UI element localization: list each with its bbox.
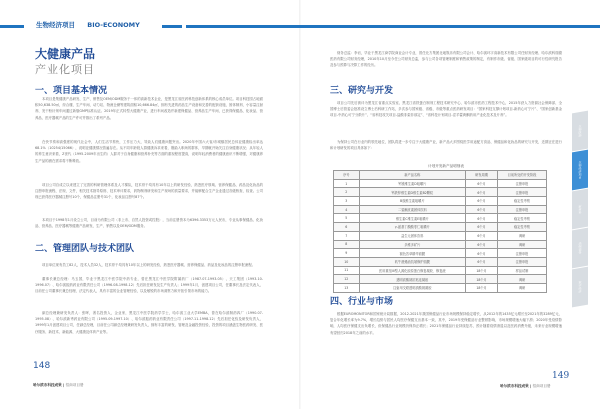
table-cell: γ-氨基丁酸酸枣仁咀嚼片 <box>359 223 466 232</box>
table-cell: 6个月 <box>466 205 498 214</box>
paragraph: 根据EUROMONITOR和国家统计局数据，2012-2021年我国保健品行业市场规模保持稳定增长，从2012年的1435亿元增长至2021年的3289亿元，复合年化增长率为9.7%，增长趋势与居民人均医疗保健支出基本一致，其中，2019年受保健品行业整顿影响，市场规模增速大幅下滑；2020年受疫情影响，人均医疗保健支出负增长，但保健品行业规模仍保持正增长；2021年保健品行业持续复苏，预计随着疫情消退以及医药消费升级，未来行业规模增速有望回归2018年之前的水平。 <box>330 312 562 335</box>
header-label-cn: 生物经济项目 <box>36 21 75 29</box>
table-cell: 4 <box>334 205 360 214</box>
table-caption: 计划开发新产品明细表 <box>428 164 464 168</box>
table-cell: 6 <box>334 223 360 232</box>
table-row <box>334 257 547 266</box>
table-cell: 多维多矿片 <box>359 240 466 249</box>
table-cell: 软牛酒蜡油抗皱修护面膜 <box>359 257 466 266</box>
side-tab[interactable] <box>572 189 588 230</box>
table-row <box>334 231 547 240</box>
table-cell: 益生元固体饮料 <box>359 231 466 240</box>
side-tabs <box>572 111 588 314</box>
table-cell: 钙铁锌维生素D维生素B2颗粒 <box>359 188 466 197</box>
side-tab-label: 高端装备 <box>578 241 582 255</box>
table-cell: 注册申报 <box>498 179 547 188</box>
header-label <box>36 20 150 29</box>
table-cell: 5 <box>334 214 360 223</box>
page-number: 149 <box>552 371 570 381</box>
table-cell: 注册申报 <box>498 257 547 266</box>
table-cell: 透明质酸钠抗粘连凝胶 <box>359 275 466 284</box>
table-row <box>334 205 547 214</box>
table-cell: 6个月 <box>466 188 498 197</box>
table-row <box>334 283 547 292</box>
table-cell: 9 <box>334 249 360 258</box>
table-cell: 6个月 <box>466 179 498 188</box>
table-cell: 稳定性考察 <box>498 197 547 206</box>
table-cell: 调研 <box>498 275 547 284</box>
footer-sub: 招商项目册 <box>65 383 84 387</box>
table-row <box>334 214 547 223</box>
paragraph: 项目公司先后被评为黑龙江省重点实验室、黑龙江省铁蛋白制剂工程技术研究中心、哈尔滨市医药工程技术中心，2015年获人力资源社会保障部、全国博士后管委会批准设立博士后科研工作站，多次参与国家级、省级、市级等重点医药研发项目：“国家科技支撑计划项目-新药心可宁片”、“国家创新基金项目-中药心可宁分散片”、“省科技攻关项目-盐酸非索非那定”、“省科技计划项目-淫羊藿黄酮药用产业化技术及片剂”。 <box>330 101 562 118</box>
table-row <box>334 275 547 284</box>
paragraph: 为保持公司在行业内的领先地位，团队将进一步专注于大健康产业，新产品大多围绕医学用途配方食品、保健品和化妆品的研究与开发，近期正在进行和计划研发的项目具体如下： <box>330 140 562 151</box>
table-cell: 18个月 <box>466 275 498 284</box>
paragraph: 本项目是集健康产品研发、生产、销售及OEM/ODM服务于一体的高新技术企业，是黑龙江省医药科技创新体系的核心成员单位。项目科技园占地面积50,638.50㎡，综合楼、生产车间、动力站、物流仓储等建筑面积10,666.84㎡，拥有先进的药品生产设备和完善的配套设施，固体制剂、小容量注射剂、发干粉针剂车间通过新版GMP标准认证。2019年正式转型大健康产业，进行车间改造并新建保健品、营养品生产车间，已获得保健品、化妆品、营养品、医疗器械产品的生产许可并推出了系列产品。 <box>35 97 263 120</box>
table-row <box>334 223 547 232</box>
table-cell: 调研 <box>498 231 547 240</box>
side-tab[interactable] <box>572 228 588 269</box>
table-cell: 13 <box>334 283 360 292</box>
header-bar <box>0 25 24 28</box>
side-tab[interactable] <box>572 150 588 191</box>
side-tab-label: 新材料 <box>578 204 582 214</box>
table-cell: 18个月 <box>466 283 498 292</box>
side-tab-label: 生物医药 <box>578 124 582 138</box>
footer-name: 哈尔滨市科技成果 <box>33 383 62 387</box>
table-cell: 注册申报 <box>498 205 547 214</box>
page-subtitle: 产业化项目 <box>35 63 95 76</box>
table-row <box>334 179 547 188</box>
table-cell: 6个月 <box>466 231 498 240</box>
table-cell: 8 <box>334 240 360 249</box>
footer-sub: 招商项目册 <box>532 384 551 388</box>
table-row <box>334 249 547 258</box>
table-cell: 注册申报 <box>498 188 547 197</box>
table-cell: 注射用交联透明质酸钠凝胶 <box>359 283 466 292</box>
table-cell: 6个月 <box>466 257 498 266</box>
table-row <box>334 197 547 206</box>
table-cell: 2 <box>334 188 360 197</box>
header-bar <box>186 25 600 28</box>
page-fold <box>299 0 301 409</box>
table-cell: 调研 <box>498 283 547 292</box>
table-header-row <box>334 171 547 180</box>
table-row <box>334 240 547 249</box>
table-cell: 7 <box>334 231 360 240</box>
section-heading: 三、研究与开发 <box>330 86 394 96</box>
page-title: 大健康产品 <box>35 47 96 61</box>
header-label-en: BIO-ECONOMY <box>87 21 140 29</box>
header-bar <box>162 25 182 28</box>
paragraph: 董事长兼总经理：马玉国，毕业于黑龙江中医学院中药专业，曾在黑龙江中医学院附属药厂（1987.07-1993.05）、天工集团（1993.10-1996.07）、哈尔滨振药药业有限责任公司（1996.08-1998.12）先后担任研发及生产负责人；1999年1月，创建项目公司，任董事长及法定代表人，目前任公司董事长兼总经理、法定代表人，具有丰富的企业管理经验，以及敏锐的市场洞察力和开拓引领市场的能力。 <box>35 277 263 294</box>
side-tab[interactable] <box>572 267 588 308</box>
side-tab-label: 生物经济项目 <box>578 160 582 180</box>
section-heading: 四、行业与市场 <box>330 297 394 307</box>
table-cell: 18个月 <box>466 266 498 275</box>
page-footer: 哈尔滨市科技成果 | 招商项目册 <box>500 384 551 388</box>
table-cell: 调研 <box>498 240 547 249</box>
table-cell: 褪色苦草精华面膜 <box>359 249 466 258</box>
table-cell: 样品试制 <box>498 266 547 275</box>
table-cell: 6个月 <box>466 214 498 223</box>
table-cell: 医用重组III型人源化胶原蛋白修复凝胶、修复液 <box>359 266 466 275</box>
table-cell: 二氢槲皮素固体饮料 <box>359 205 466 214</box>
table-row <box>334 266 547 275</box>
table-cell: 10 <box>334 257 360 266</box>
table-row <box>334 188 547 197</box>
table-cell: 稳定性考察 <box>498 223 547 232</box>
column-header: 新产品名称 <box>359 171 466 180</box>
side-tab[interactable] <box>572 111 588 152</box>
table-cell: 11 <box>334 266 360 275</box>
table-cell: 6个月 <box>466 240 498 249</box>
column-header: 目前所处的开发阶段 <box>498 171 547 180</box>
paragraph: 项目单位现有员工82人，技术人员32人，技术骨干均具有10年以上的研发经验，熟悉医疗器械、营养保健品、药品及化妆品的注册申报流程。 <box>42 263 255 267</box>
table-cell: 注册申报 <box>498 249 547 258</box>
table-cell: 1 <box>334 179 360 188</box>
side-tab-label: 数字经济 <box>578 280 582 294</box>
table-cell: B族维生素咀嚼片 <box>359 197 466 206</box>
section-heading: 一、项目基本情况 <box>35 86 108 96</box>
footer-name: 哈尔滨市科技成果 <box>500 384 529 388</box>
paragraph: 在快节奏和高强度的现代社会中，人们生活节奏快，工作压力大，导致人们健康问题突出。2020年中国六大省/市城镇居民总体亚健康检出率达68.1%（10254/15066），说明亚健康情况普遍存在。从不同年龄段人群健康诉求来看，刚踏入职场的群体，早期就开始关注自身健康状况；从年轻人的养生意识来看，Z世代（1995-2009年出生的）人群对于自身健康和营养补充等方面的重视程度提高，说明年轻消费者的健康意识不断增强，对健康养生产品的潜在需求将不断释放。 <box>35 140 263 163</box>
column-header: 序号 <box>334 171 360 180</box>
table-cell: 6个月 <box>466 197 498 206</box>
table-cell: 维生素C维生素E咀嚼片 <box>359 214 466 223</box>
table-cell: 6个月 <box>466 223 498 232</box>
table-cell: 3 <box>334 197 360 206</box>
paragraph: 财务总监：李岩，毕业于黑龙江商学院商业会计专业，曾任北方集团北地娱乐有限公司会计、哈尔滨环宇高新技术有限公司任财务经理、哈尔滨科瑞德医药有限公司财务经理，2010年10月至今任公司财务总监，参与公司各项管理制度和销售政策的制定，有制作市级、省级、国家级项目的可行性研究报告及参与预算与决算工作的经历。 <box>330 51 562 68</box>
table-cell: 6个月 <box>466 249 498 258</box>
page-footer: 哈尔滨市科技成果 | 招商项目册 <box>33 383 84 387</box>
table-cell: 钙镁维生素D咀嚼片 <box>359 179 466 188</box>
paragraph: 本项目于1998年1月设立公司，目前为有限公司（非上市、自然人投资或控股），当前注册资本为6396.3353万元人民币，专业从事保健品、化妆品、营养品、医疗器械等健康产品研发、生产、销售以及OEM/ODM服务。 <box>35 218 263 229</box>
product-table <box>333 170 547 293</box>
column-header: 研发周期 <box>466 171 498 180</box>
paragraph: 副总经理兼研发负责人：张晖，著名投资人，企业家，黑龙江中医学院药学学士，哈尔滨工业大学EMBA，曾在哈尔滨制药四厂（1990.07-1995.08）、哈尔滨新秀药业有限公司（1995.09-1997.10）、哈尔滨振药药业有限责任公司（1997.11-1998.12）先后担任化验及研发负责人，1999年1月创建项目公司，任副总经理，目前任公司副总经理兼研发负责人，拥有丰富的研发、管理及金融投资经验，投资的项目涵盖生物医药研发、医疗服务、新技术、新能源、大健康及体育产业等。 <box>35 311 263 334</box>
table-cell: 12 <box>334 275 360 284</box>
paragraph: 项目公司自成立以来建立了完善的科研管理体系及人才梯队，技术骨干均具有10年以上的研发经验，熟悉医疗领域、营养保健品、药品及化妆品的注册申报流程、法规、文件，相关技术指导原则、技术审评要求，药物制剂研发和生产现场的质量要求，并能够配合生产企业通过各级核查、检查。公司现已获得医疗器械注册号10个，保健品注册号31个，化妆品注册号87个。 <box>35 183 263 200</box>
table-cell: 稳定性考察 <box>498 214 547 223</box>
section-heading: 二、管理团队与技术团队 <box>35 244 135 254</box>
page-number: 148 <box>33 361 51 371</box>
